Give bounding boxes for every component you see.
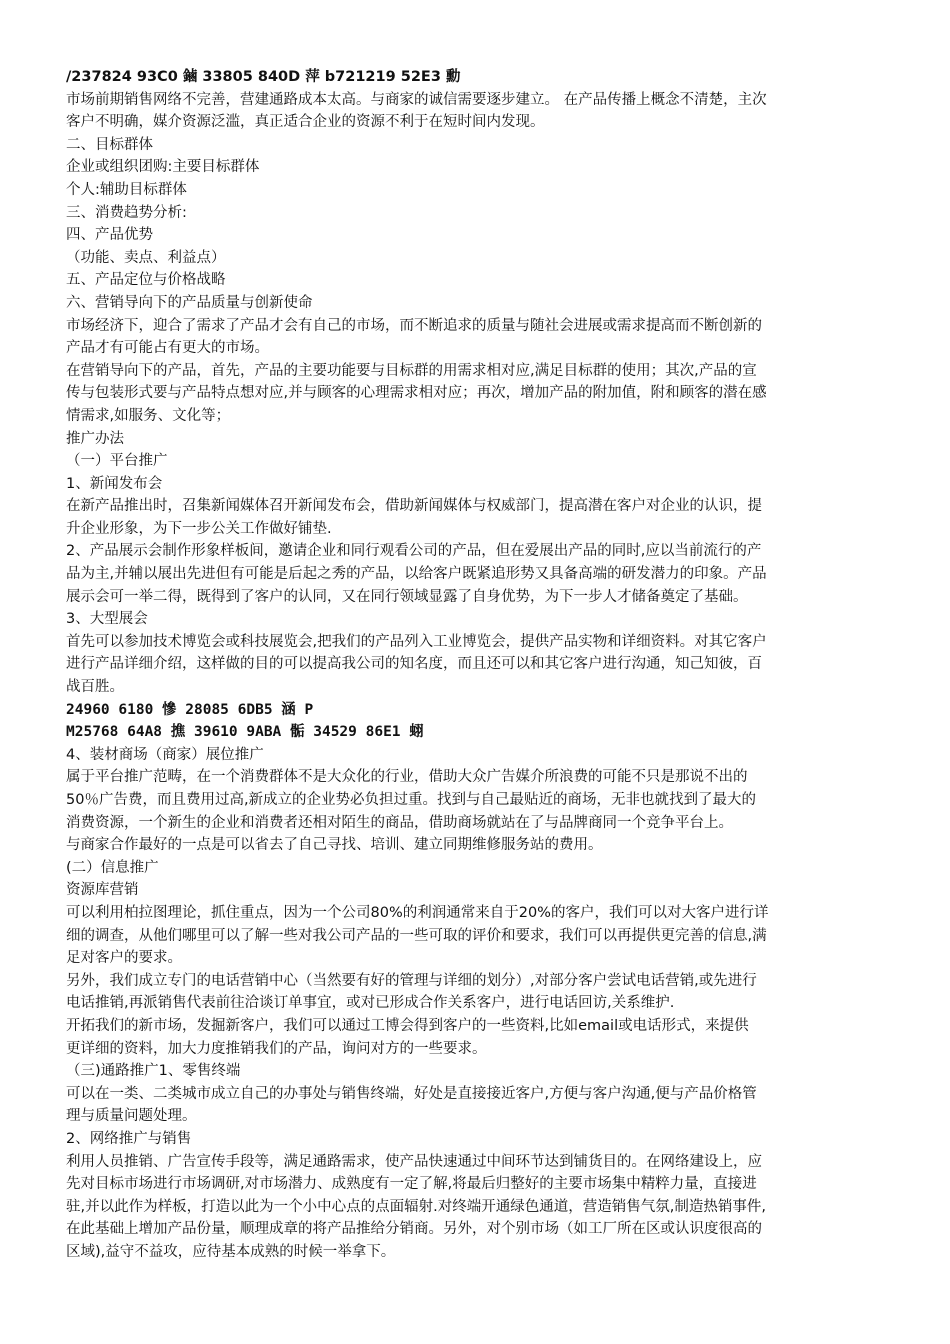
text-line: 另外，我们成立专门的电话营销中心（当然要有好的管理与详细的划分）,对部分客户尝试电话营销,或先进行: [66, 972, 757, 989]
text-line: 六、营销导向下的产品质量与创新使命: [66, 294, 313, 311]
text-line: 1、新闻发布会: [66, 475, 163, 492]
text-line: 区域),益守不益攻，应待基本成熟的时候一举拿下。: [66, 1243, 396, 1260]
text-line: 个人:辅助目标群体: [66, 181, 187, 198]
text-line: 情需求,如服务、文化等；: [66, 407, 231, 424]
text-line: 企业或组织团购:主要目标群体: [66, 159, 260, 176]
text-line: 足对客户的要求。: [66, 950, 182, 967]
text-line: 开拓我们的新市场，发掘新客户，我们可以通过工博会得到客户的一些资料,比如email或电话形式，来提供: [66, 1017, 749, 1034]
text-line: 四、产品优势: [66, 227, 153, 244]
text-line: 在营销导向下的产品，首先，产品的主要功能要与目标群的用需求相对应,满足目标群的使用；其次,产品的宣: [66, 362, 757, 379]
text-line: (二）信息推广: [66, 859, 159, 876]
text-line: 消费资源，一个新生的企业和消费者还相对陌生的商品，借助商场就站在了与品牌商同一个竞争平台上。: [66, 814, 733, 831]
text-line: 市场前期销售网络不完善，营建通路成本太高。与商家的诚信需要逐步建立。 在产品传播上概念不清楚，主次: [66, 91, 767, 108]
text-line: 产品才有可能占有更大的市场。: [66, 340, 269, 357]
text-line: （功能、卖点、利益点）: [66, 249, 226, 266]
text-line: 电话推销,再派销售代表前往洽谈订单事宜，或对已形成合作关系客户，进行电话回访,关系维护.: [66, 995, 675, 1012]
text-line: 资源库营销: [66, 882, 139, 899]
text-line: /237824 93C0 鏀 33805 840D 萍 b721219 52E3 勳: [66, 69, 461, 85]
text-line: 二、目标群体: [66, 136, 153, 153]
text-line: 2、产品展示会制作形象样板间，邀请企业和同行观看公司的产品，但在爱展出产品的同时,应以当前流行的产: [66, 543, 762, 560]
text-line: 可以在一类、二类城市成立自己的办事处与销售终端，好处是直接接近客户,方便与客户沟通,便与产品价格管: [66, 1085, 757, 1102]
text-line: 2、网络推广与销售: [66, 1130, 192, 1147]
text-line: 在新产品推出时，召集新闻媒体召开新闻发布会，借助新闻媒体与权威部门，提高潜在客户对企业的认识，提: [66, 498, 762, 515]
text-line: 4、装材商场（商家）展位推广: [66, 746, 264, 763]
text-line: 利用人员推销、广告宣传手段等，满足通路需求，使产品快速通过中间环节达到铺货目的。在网络建设上，应: [66, 1153, 762, 1170]
text-line: 战百胜。: [66, 679, 124, 696]
text-line: 升企业形象，为下一步公关工作做好铺垫.: [66, 520, 332, 537]
text-line: 理与质量问题处理。: [66, 1108, 197, 1125]
text-line: 先对目标市场进行市场调研,对市场潜力、成熟度有一定了解,将最后归整好的主要市场集中精粹力量，直接进: [66, 1176, 757, 1193]
text-line: （三)通路推广1、零售终端: [66, 1063, 241, 1080]
text-line: 与商家合作最好的一点是可以省去了自己寻找、培训、建立同期维修服务站的费用。: [66, 837, 603, 854]
text-line: 细的调查，从他们哪里可以了解一些对我公司产品的一些可取的评价和要求，我们可以再提供更完善的信息,满: [66, 927, 767, 944]
text-line: 市场经济下，迎合了需求了产品才会有自己的市场，而不断追求的质量与随社会进展或需求提高而不断创新的: [66, 317, 762, 334]
text-line: 3、大型展会: [66, 611, 148, 628]
text-line: 可以利用柏拉图理论，抓住重点，因为一个公司80%的利润通常来自于20%的客户，我们可以对大客户进行详: [66, 904, 769, 921]
text-line: 五、产品定位与价格战略: [66, 272, 226, 289]
document-body: [66, 66, 886, 1263]
text-line: 在此基础上增加产品份量，顺理成章的将产品推给分销商。另外，对个别市场（如工厂所在区或认识度很高的: [66, 1221, 762, 1238]
text-line: 属于平台推广范畴，在一个消费群体不是大众化的行业，借助大众广告媒介所浪费的可能不只是那说不出的: [66, 769, 748, 786]
text-line: 驻,并以此作为样板，打造以此为一个小中心点的点面辐射.对终端开通绿色通道，营造销售气氛,制造热销事件,: [66, 1198, 766, 1215]
text-line: M25768 64A8 撨 39610 9ABA 骺 34529 86E1 蛡: [66, 724, 424, 741]
text-line: 客户不明确，媒介资源泛滥，真正适合企业的资源不利于在短时间内发现。: [66, 114, 545, 131]
text-line: 品为主,并辅以展出先进但有可能是后起之秀的产品，以给客户既紧追形势又具备高端的研发潜力的印象。产品: [66, 566, 767, 583]
text-line: 进行产品详细介绍，这样做的目的可以提高我公司的知名度，而且还可以和其它客户进行沟通，知己知彼，百: [66, 656, 762, 673]
text-line: 传与包装形式要与产品特点想对应,并与顾客的心理需求相对应；再次，增加产品的附加值，附和顾客的潜在感: [66, 385, 767, 402]
text-line: （一）平台推广: [66, 453, 168, 470]
text-line: 展示会可一举二得，既得到了客户的认同，又在同行领域显露了自身优势，为下一步人才储备奠定了基础。: [66, 588, 748, 605]
text-line: 三、消费趋势分析:: [66, 204, 187, 221]
text-line: 50％广告费，而且费用过高,新成立的企业势必负担过重。找到与自己最贴近的商场，无非也就找到了最大的: [66, 792, 757, 808]
text-line: 推广办法: [66, 430, 124, 447]
text-line: 更详细的资料，加大力度推销我们的产品，询问对方的一些要求。: [66, 1040, 487, 1057]
text-line: 首先可以参加技术博览会或科技展览会,把我们的产品列入工业博览会，提供产品实物和详细资料。对其它客户: [66, 633, 767, 650]
text-line: 24960 6180 慘 28085 6DB5 涵 P: [66, 701, 314, 718]
